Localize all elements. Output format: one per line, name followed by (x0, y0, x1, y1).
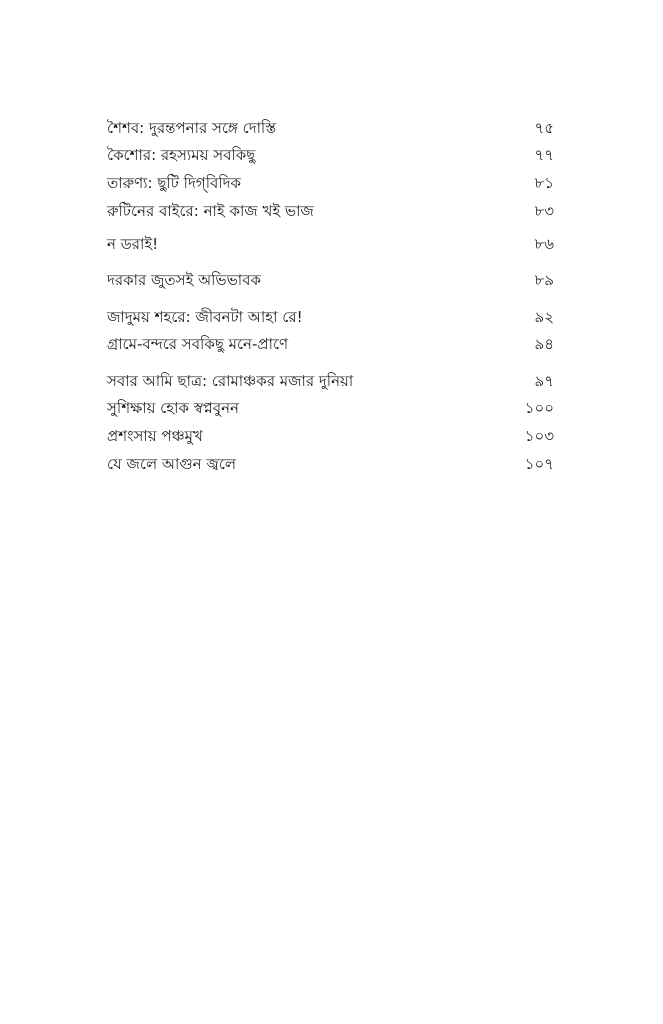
toc-entry-title: ন ডরাই! (107, 235, 159, 253)
toc-entry-page-number: ৯২ (534, 308, 554, 326)
toc-entry-page-number: ১০৩ (524, 427, 554, 445)
toc-entry (107, 424, 554, 448)
toc-entry-title: যে জলে আগুন জ্বলে (107, 455, 237, 473)
toc-entry-title: কৈশোর: রহস্যময় সবকিছু (107, 146, 256, 164)
toc-entry-title: গ্রামে-বন্দরে সবকিছু মনে-প্রাণে (107, 335, 289, 353)
toc-entry (107, 171, 554, 195)
toc-entry-page-number: ৯৪ (534, 335, 554, 353)
toc-entry-title: জাদুময় শহরে: জীবনটা আহা রে! (107, 308, 303, 326)
toc-entry (107, 268, 554, 292)
toc-entry-page-number: ১০০ (524, 399, 554, 417)
toc-entry-page-number: ৯৭ (534, 372, 554, 390)
toc-entry-title: তারুণ্য: ছুটি দিগ্‌বিদিক (107, 174, 242, 192)
toc-entry-page-number: ৭৭ (534, 146, 554, 164)
toc-entry-page-number: ১০৭ (524, 455, 554, 473)
toc-entry (107, 143, 554, 167)
toc-entry (107, 232, 554, 256)
toc-entry (107, 199, 554, 223)
toc-entry-page-number: ৮৯ (534, 271, 554, 289)
toc-entry (107, 396, 554, 420)
toc-entry (107, 369, 554, 393)
toc-entry-page-number: ৮১ (534, 174, 554, 192)
toc-entry-title: শৈশব: দুরন্তপনার সঙ্গে দোস্তি (107, 119, 277, 137)
toc-entry-title: দরকার জুতসই অভিভাবক (107, 271, 261, 289)
toc-entry-title: সবার আমি ছাত্র: রোমাঞ্চকর মজার দুনিয়া (107, 372, 354, 390)
toc-entry (107, 332, 554, 356)
toc-entry (107, 305, 554, 329)
toc-entry-title: সুশিক্ষায় হোক স্বপ্নবুনন (107, 399, 240, 417)
toc-entry-title: রুটিনের বাইরে: নাই কাজ খই ভাজ (107, 202, 314, 220)
toc-entry (107, 116, 554, 140)
toc-entry-title: প্রশংসায় পঞ্চমুখ (107, 427, 203, 445)
toc-entry-page-number: ৭৫ (534, 119, 554, 137)
toc-entry (107, 452, 554, 476)
toc-entry-page-number: ৮৬ (534, 235, 554, 253)
toc-entry-page-number: ৮৩ (534, 202, 554, 220)
